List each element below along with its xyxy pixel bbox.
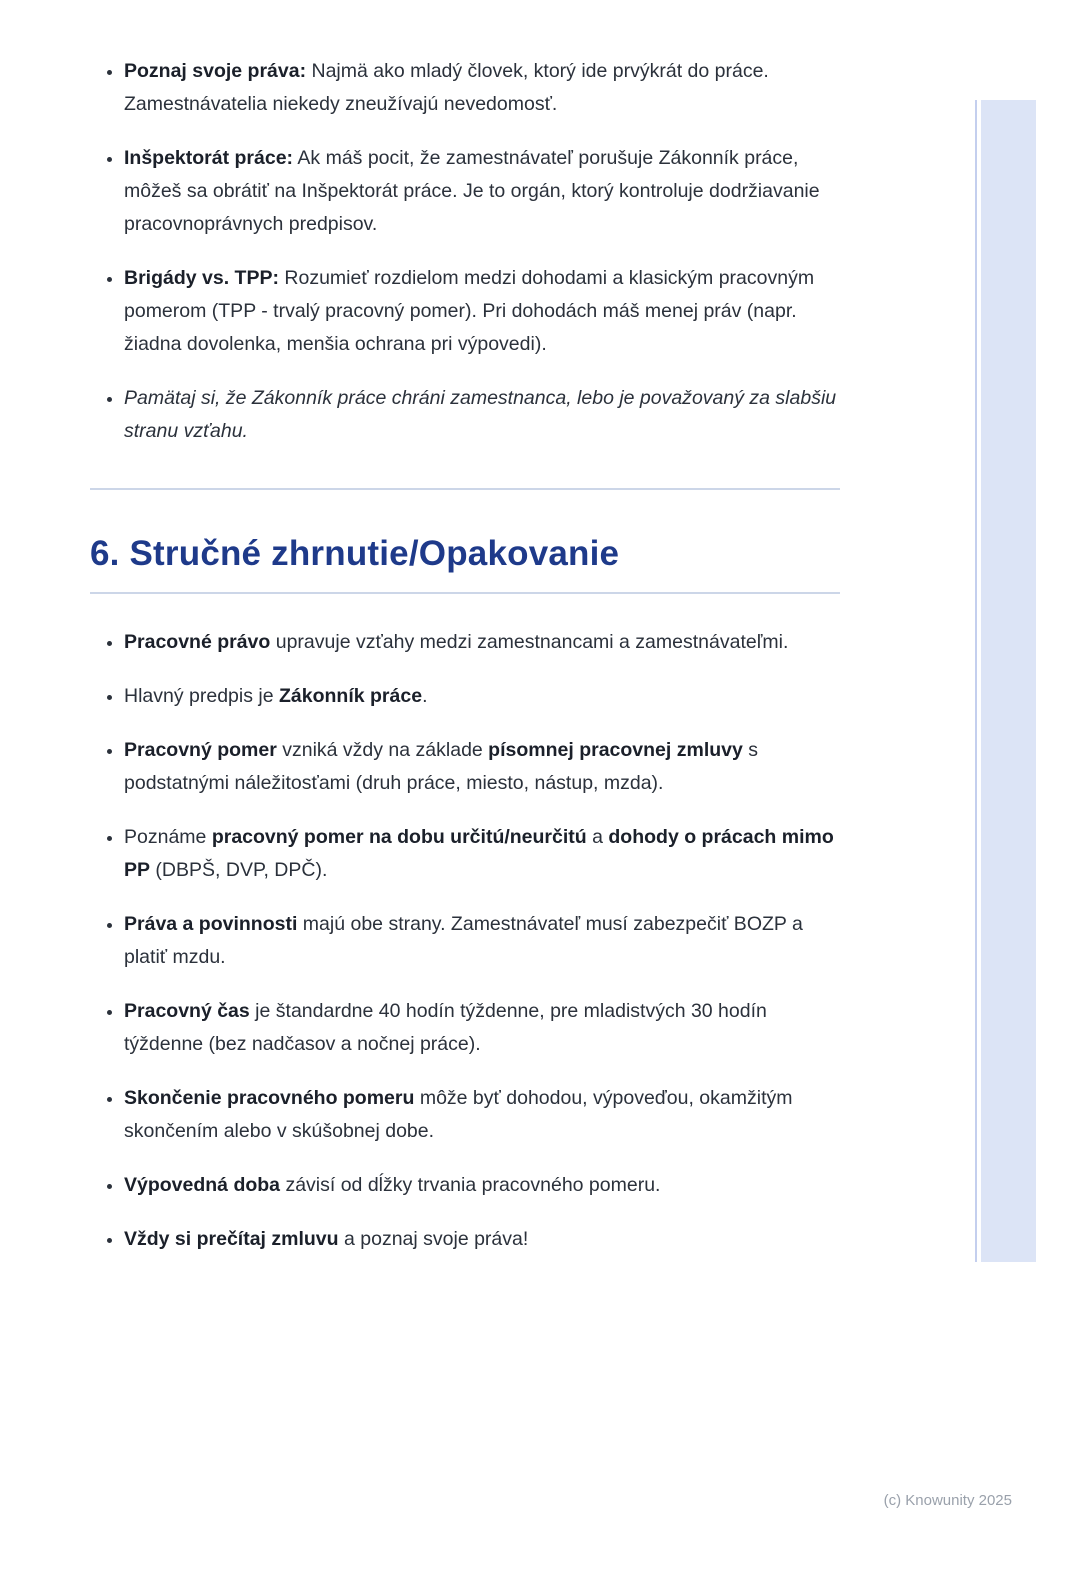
summary-bullet-list xyxy=(98,626,842,1256)
bullet-text-italic: Pamätaj si, že Zákonník práce chráni zamestnanca, lebo je považovaný za slabšiu stranu vzťahu. xyxy=(124,387,837,442)
bullet-text: a poznaj svoje práva! xyxy=(338,1228,529,1250)
bullet-text-bold: pracovný pomer na dobu určitú/neurčitú xyxy=(211,826,587,848)
bullet-text-bold: Pracovný pomer xyxy=(124,739,277,761)
bullet-text: je štandardne 40 hodín týždenne, pre mladistvých 30 hodín týždenne (bez nadčasov a nočnej práce). xyxy=(124,1000,767,1055)
copyright-text: (c) Knowunity 2025 xyxy=(883,1492,1012,1509)
list-item xyxy=(124,1223,842,1256)
list-item xyxy=(124,908,842,974)
rights-bullet-list xyxy=(98,55,842,448)
bullet-text-bold: Brigády vs. TPP: xyxy=(124,267,279,289)
bullet-text: (DBPŠ, DVP, DPČ). xyxy=(150,859,328,881)
list-item xyxy=(124,626,842,659)
list-item xyxy=(124,1082,842,1148)
bullet-text: . xyxy=(422,685,428,707)
bullet-text: Poznáme xyxy=(124,826,212,848)
document-page xyxy=(0,55,1080,1583)
list-item xyxy=(124,821,842,887)
section-heading: 6. Stručné zhrnutie/Opakovanie xyxy=(90,534,620,573)
bullet-text: upravuje vzťahy medzi zamestnancami a zamestnávateľmi. xyxy=(270,631,789,653)
bullet-text: s podstatnými náležitosťami (druh práce, miesto, nástup, mzda). xyxy=(124,739,759,794)
section-divider-under-heading xyxy=(90,592,840,594)
bullet-text-bold: Výpovedná doba xyxy=(124,1174,281,1196)
bullet-text: Hlavný predpis je xyxy=(124,685,279,707)
bullet-text: Najmä ako mladý človek, ktorý ide prvýkrát do práce. Zamestnávatelia niekedy zneužívajú nevedomosť. xyxy=(124,60,769,115)
bullet-text-bold: dohody o prácach mimo PP xyxy=(124,826,834,881)
list-item xyxy=(124,1169,842,1202)
bullet-text-bold: Vždy si prečítaj zmluvu xyxy=(124,1228,339,1250)
bullet-text-bold: Skončenie pracovného pomeru xyxy=(124,1087,415,1109)
list-item xyxy=(124,382,842,448)
bullet-text: môže byť dohodou, výpoveďou, okamžitým skončením alebo v skúšobnej dobe. xyxy=(124,1087,793,1142)
bullet-text-bold: Inšpektorát práce: xyxy=(124,147,294,169)
bullet-text-bold: Poznaj svoje práva: xyxy=(124,60,307,82)
bullet-text-bold: Pracovné právo xyxy=(124,631,271,653)
bullet-text-bold: Zákonník práce xyxy=(279,685,423,707)
list-item xyxy=(124,262,842,361)
list-item xyxy=(124,995,842,1061)
list-item xyxy=(124,55,842,121)
list-item xyxy=(124,680,842,713)
bullet-text: Ak máš pocit, že zamestnávateľ porušuje Zákonník práce, môžeš sa obrátiť na Inšpektorát práce. Je to orgán, ktorý kontroluje dodržiavanie pracovnoprávnych predpisov. xyxy=(124,147,820,235)
bullet-text-bold: Pracovný čas xyxy=(124,1000,250,1022)
bullet-text: závisí od dĺžky trvania pracovného pomeru. xyxy=(280,1174,661,1196)
bullet-text: majú obe strany. Zamestnávateľ musí zabezpečiť BOZP a platiť mzdu. xyxy=(124,913,803,968)
bullet-text-bold: písomnej pracovnej zmluvy xyxy=(488,739,743,761)
bullet-text: Rozumieť rozdielom medzi dohodami a klasickým pracovným pomerom (TPP - trvalý pracovný pomer). Pri dohodách máš menej práv (napr. žiadna dovolenka, menšia ochrana pri výpovedi). xyxy=(124,267,815,355)
bullet-text: vzniká vždy na základe xyxy=(276,739,489,761)
list-item xyxy=(124,142,842,241)
section-divider-top xyxy=(90,488,840,490)
bullet-text: a xyxy=(586,826,609,848)
list-item xyxy=(124,734,842,800)
bullet-text-bold: Práva a povinnosti xyxy=(124,913,298,935)
scrollbar-track[interactable] xyxy=(981,100,1036,1262)
scrollbar-track-edge xyxy=(975,100,977,1262)
